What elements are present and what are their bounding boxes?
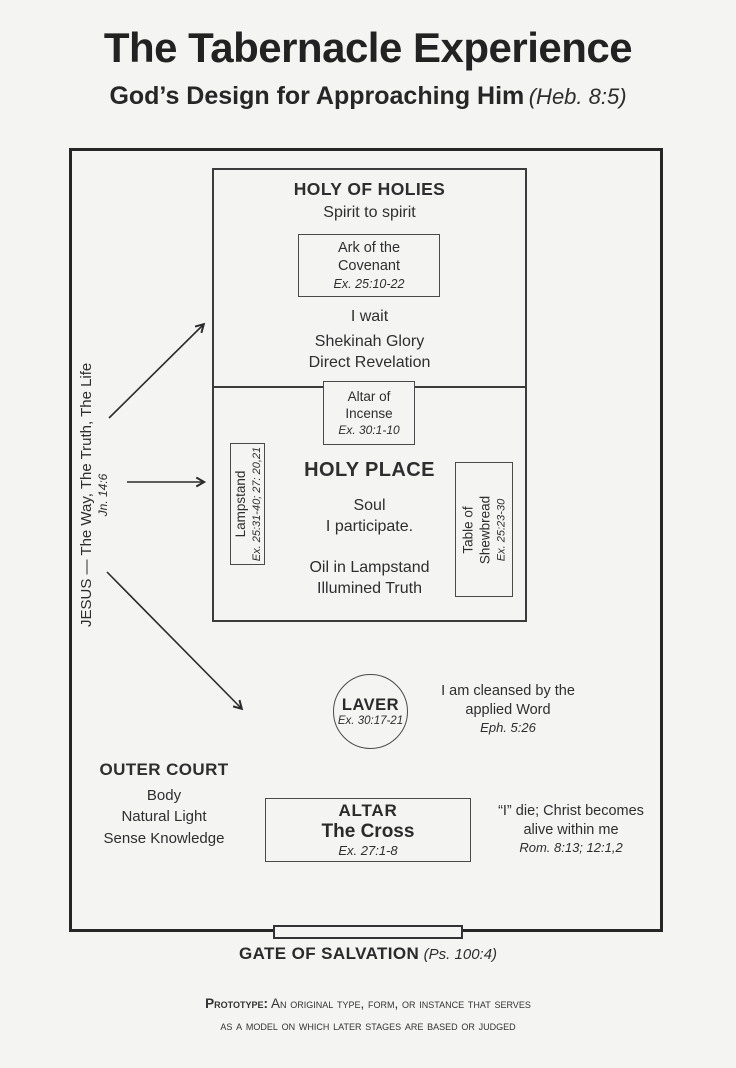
- prototype-term: Prototype:: [205, 996, 269, 1011]
- altar-of-incense-box: [323, 381, 415, 445]
- laver-note-reference: Eph. 5:26: [480, 719, 536, 735]
- shewbread-line2: Shewbread: [477, 495, 493, 564]
- gate-opening: [273, 925, 463, 939]
- holy-of-holies-line1: Shekinah Glory: [314, 333, 425, 350]
- outer-court-line3: Sense Knowledge: [103, 829, 225, 847]
- laver-note-line1: I am cleansed by the: [441, 683, 575, 699]
- subtitle-text: God’s Design for Approaching Him: [109, 82, 525, 110]
- laver-circle: [333, 674, 408, 749]
- altar-name: The Cross: [321, 820, 415, 842]
- outer-court-block: [69, 760, 259, 849]
- laver-note-line2: applied Word: [465, 701, 551, 718]
- incense-line1: Altar of: [347, 389, 391, 405]
- page-title: The Tabernacle Experience: [103, 24, 633, 71]
- holy-of-holies-response: I wait: [350, 308, 389, 325]
- shewbread-line1: Table of: [460, 505, 476, 554]
- jesus-label-reference: Jn. 14:6: [96, 473, 110, 517]
- prototype-definition: [0, 993, 736, 1037]
- altar-note-line2: alive within me: [523, 821, 619, 838]
- ark-line1: Ark of the: [337, 240, 401, 257]
- laver-reference: Ex. 30:17-21: [337, 715, 404, 727]
- ark-reference: Ex. 25:10-22: [333, 276, 405, 291]
- altar-reference: Ex. 27:1-8: [338, 843, 398, 859]
- jesus-label-text: JESUS — The Way, The Truth, The Life: [78, 362, 95, 627]
- ark-of-covenant-box: [298, 234, 440, 297]
- holy-place-line2: I participate.: [325, 518, 414, 535]
- holy-place-line1: Soul: [353, 497, 386, 514]
- laver-label: LAVER: [341, 696, 400, 714]
- lampstand-box: [230, 443, 265, 565]
- altar-note-reference: Rom. 8:13; 12:1,2: [519, 839, 623, 855]
- gate-reference: (Ps. 100:4): [423, 946, 498, 963]
- outer-court-line2: Natural Light: [121, 808, 207, 826]
- altar-label: ALTAR: [338, 801, 398, 821]
- outer-court-line1: Body: [146, 787, 182, 804]
- incense-reference: Ex. 30:1-10: [338, 422, 400, 437]
- lampstand-reference: Ex. 25:31-40; 27: 20,21: [250, 446, 263, 562]
- gate-label-text: GATE OF SALVATION: [238, 944, 420, 963]
- altar-note: [473, 802, 669, 857]
- prototype-line1: An original type, form, or instance that serves: [271, 996, 531, 1011]
- altar-cross-box: [265, 798, 471, 862]
- gate-label: [0, 944, 736, 964]
- holy-place-title: HOLY PLACE: [304, 459, 435, 481]
- page-subtitle: [0, 82, 736, 111]
- table-of-shewbread-box: [455, 462, 513, 597]
- laver-note: [412, 682, 604, 737]
- holy-of-holies-subtitle: Spirit to spirit: [323, 204, 416, 221]
- incense-line2: Incense: [345, 405, 393, 421]
- holy-place-line3: Oil in Lampstand: [309, 559, 430, 576]
- jesus-way-truth-life-label: [78, 363, 122, 627]
- holy-of-holies-title: HOLY OF HOLIES: [293, 179, 446, 199]
- lampstand-label: Lampstand: [232, 470, 248, 538]
- altar-note-line1: “I” die; Christ becomes: [498, 803, 644, 819]
- holy-place-line4: Illumined Truth: [317, 580, 422, 597]
- prototype-line2: as a model on which later stages are based or judged: [220, 1018, 516, 1033]
- shewbread-reference: Ex. 25:23-30: [495, 498, 508, 561]
- holy-of-holies-line2: Direct Revelation: [308, 354, 431, 371]
- ark-line2: Covenant: [337, 258, 401, 274]
- subtitle-reference: (Heb. 8:5): [528, 84, 627, 109]
- outer-court-title: OUTER COURT: [99, 760, 229, 779]
